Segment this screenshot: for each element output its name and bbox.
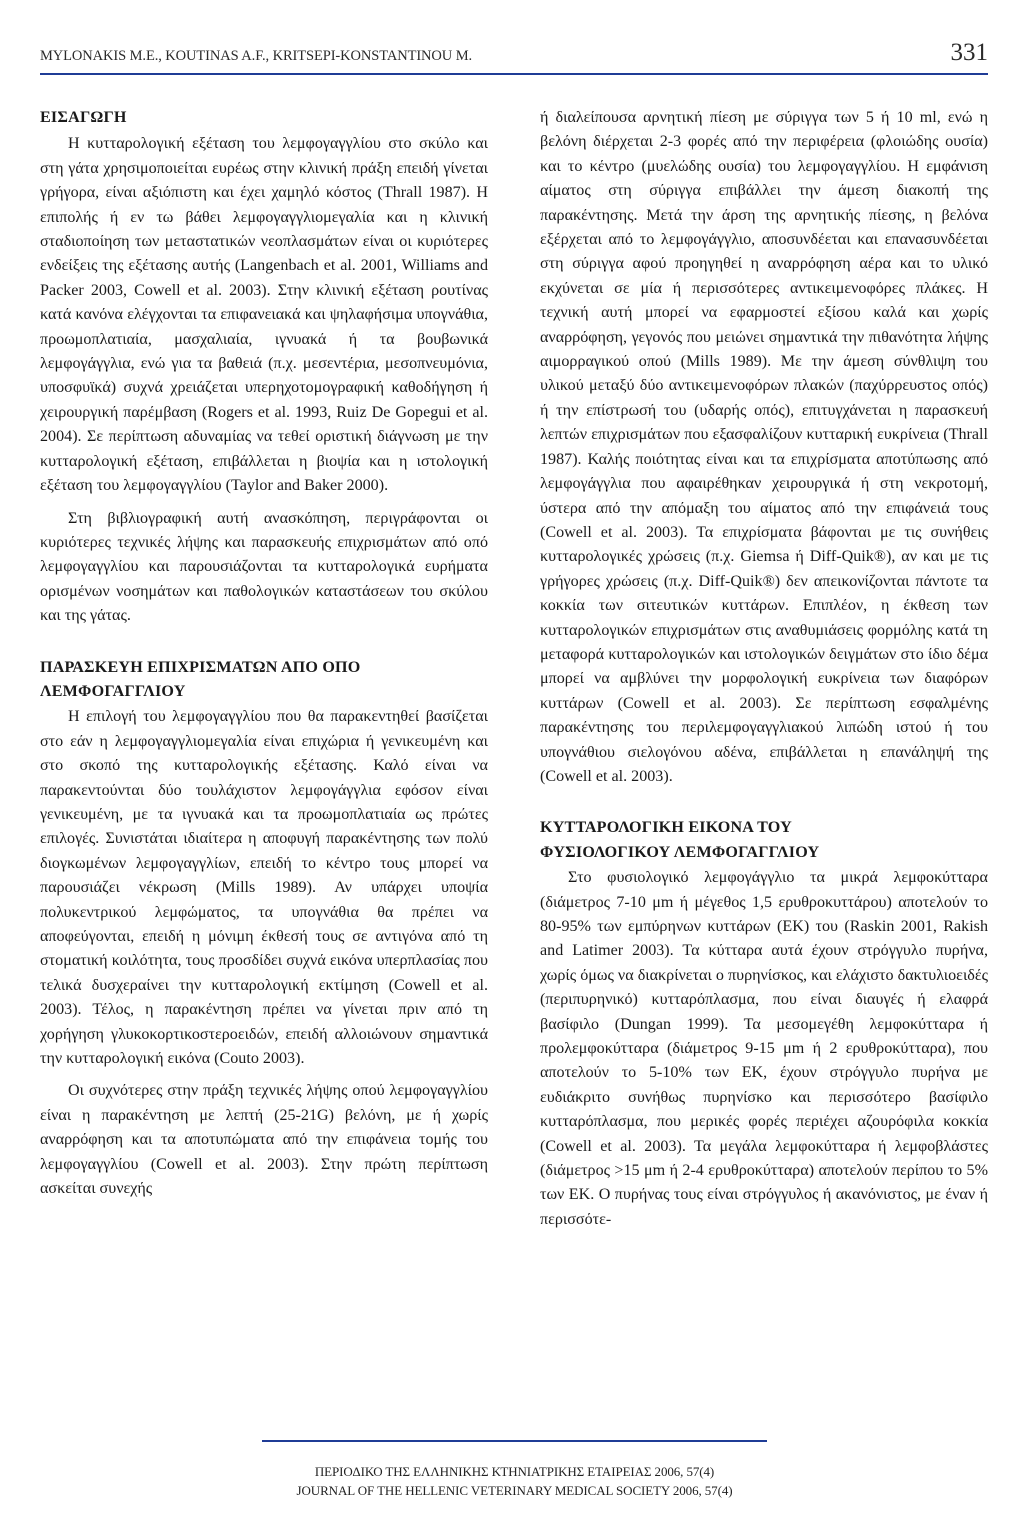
heading-line: ΦΥΣΙΟΛΟΓΙΚΟΥ ΛΕΜΦΟΓΑΓΓΛΙΟΥ [540,843,820,861]
heading-line: ΠΑΡΑΣΚΕΥΗ ΕΠΙΧΡΙΣΜΑΤΩΝ ΑΠΟ ΟΠΟ [40,658,361,676]
body-paragraph: Στη βιβλιογραφική αυτή ανασκόπηση, περιγράφονται οι κυριότερες τεχνικές λήψης και παρασκευής επιχρισμάτων από οπό λεμφογαγγλίου και παρουσιάζονται τα κυτταρολογικά ευρήματα ορισμένων νοσημάτων και παθολογικών καταστάσεων του σκύλου και της γάτας. [40,509,488,625]
section-heading-introduction: ΕΙΣΑΓΩΓΗ [40,109,127,126]
journal-footer [262,1440,767,1500]
body-paragraph: Η επιλογή του λεμφογαγγλίου που θα παρακεντηθεί βασίζεται στο εάν η λεμφογαγγλιομεγαλία είναι επιχώρια ή γενικευμένη και στο σκοπό της κυτταρολογικής εξέτασης. Καλό είναι να παρακεντούνται δύο τουλάχιστον λεμφογάγγλια εφόσον είναι γενικευμένη, με τα ιγνυακά και τα προωμοπλατιαία ως πρώτες επιλογές. Συνιστάται ιδιαίτερα η αποφυγή παρακέντησης των πολύ διογκωμένων λεμφογαγγλίων, επειδή το κέντρο τους μπορεί να παρουσιάζει νέκρωση (Mills 1989). Αν υπάρχει υποψία πολυκεντρικού λεμφώματος, τα υπογνάθια θα πρέπει να αποφεύγονται, επειδή η μόνιμη έκθεσή τους σε αντιγόνα από τη στοματική κοιλότητα, τους προσδίδει συχνά εικόνα υπερπλασίας που τελικά δυσχεραίνει την κυτταρολογική εκτίμηση (Cowell et al. 2003). Τέλος, η παρακέντηση πρέπει να γίνεται πριν από τη χορήγηση γλυκοκορτικοστεροειδών, επειδή αλλοιώνουν σημαντικά την κυτταρολογική εικόνα (Couto 2003). [40,708,488,1068]
body-paragraph: ή διαλείπουσα αρνητική πίεση με σύριγγα των 5 ή 10 ml, ενώ η βελόνη διέρχεται 2-3 φορές από την περιφέρεια (φλοιώδης ουσία) και το κέντρο (μυελώδης ουσία) του λεμφογαγγλίου. Η εμφάνιση αίματος στη σύριγγα επιβάλλει την άμεση διακοπή της παρακέντησης. Μετά την άρση της αρνητικής πίεσης, η βελόνα εξέρχεται από το λεμφογάγγλιο, αποσυνδέεται και επανασυνδέεται στη σύριγγα αφού προηγηθεί η αναρρόφηση αέρα και το υλικό εκχύνεται σε μία ή περισσότερες αντικειμενοφόρες πλάκες. Η τεχνική αυτή μπορεί να εφαρμοστεί εξίσου καλά και χωρίς αναρρόφηση, γεγονός που μειώνει σημαντικά την πιθανότητα λήψης αιμορραγικού οπού (Mills 1989). Με την άμεση σύνθλιψη του υλικού μεταξύ δύο αντικειμενοφόρων πλακών (παχύρρευστος οπός) ή την επίστρωσή του (υδαρής οπός), επιτυγχάνεται η παρασκευή λεπτών επιχρισμάτων που εξασφαλίζουν κυτταρική ευκρίνεια (Thrall 1987). Καλής ποιότητας είναι και τα επιχρίσματα αποτύπωσης από λεμφογάγγλια που αφαιρέθηκαν χειρουργικά ή στη νεκροτομή, ύστερα από την απόμαξη του αίματος από την επιφάνειά τους (Cowell et al. 2003). Τα επιχρίσματα βάφονται με τις συνήθεις κυτταρολογικές χρώσεις (π.χ. Giemsa ή Diff-Quik®), αν και με τις γρήγορες χρώσεις (π.χ. Diff-Quik®) δεν απεικονίζονται πάντοτε τα κοκκία των σιτευτικών κυττάρων. Επιπλέον, η έκθεση των κυτταρολογικών επιχρισμάτων στις αναθυμιάσεις φορμόλης κατά τη μεταφορά κυτταρολογικών και ιστολογικών δειγμάτων στο ίδιο δέμα μπορεί να αμβλύνει την μορφολογική ευκρίνεια των διαφόρων κυττάρων (Cowell et al. 2003). Σε περίπτωση εσφαλμένης παρακέντησης του περιλεμφογαγγλιακού λιπώδη ιστού ή του υπογνάθιου σιελογόνου αδένα, επιβάλλεται η επανάληψή της (Cowell et al. 2003). [540,109,988,785]
running-header [40,38,988,78]
body-paragraph: Η κυτταρολογική εξέταση του λεμφογαγγλίου στο σκύλο και στη γάτα χρησιμοποιείται ευρέως στην κλινική πράξη επειδή γίνεται γρήγορα, είναι αξιόπιστη και έχει χαμηλό κόστος (Thrall 1987). Η επιπολής ή εν τω βάθει λεμφογαγγλιομεγαλία και η κλινική σταδιοποίηση των μεταστατικών νεοπλασμάτων είναι οι κυριότερες ενδείξεις της εξέτασης αυτής (Langenbach et al. 2001, Williams and Packer 2003, Cowell et al. 2003). Στην κλινική εξέταση ρουτίνας κατά κανόνα ελέγχονται τα επιφανειακά και ψηλαφήσιμα υπογνάθια, προωμοπλατιαία, μασχαλιαία, ιγνυακά ή τα βουβωνικά λεμφογάγγλια, ενώ για τα βαθειά (π.χ. μεσεντέρια, μεσοπνευμόνια, υποσφυϊκά) συχνά χρειάζεται υπερηχοτομογραφική καθοδήγηση ή χειρουργική παρέμβαση (Rogers et al. 1993, Ruiz De Gopegui et al. 2004). Σε περίπτωση αδυναμίας να τεθεί οριστική διάγνωση με την κυτταρολογική εξέταση, επιβάλλεται η βιοψία και η ιστολογική εξέταση του λεμφογαγγλίου (Taylor and Baker 2000). [40,135,488,495]
footer-journal-english: JOURNAL OF THE HELLENIC VETERINARY MEDICAL SOCIETY 2006, 57(4) [296,1483,733,1498]
header-rule [40,73,988,75]
section-heading-smear-preparation [40,656,488,705]
heading-line: ΛΕΜΦΟΓΑΓΓΛΙΟΥ [40,682,186,700]
footer-journal-greek: ΠΕΡΙΟΔΙΚΟ ΤΗΣ ΕΛΛΗΝΙΚΗΣ ΚΤΗΝΙΑΤΡΙΚΗΣ ΕΤΑΙΡΕΙΑΣ 2006, 57(4) [314,1464,715,1479]
left-column [40,106,488,1201]
right-column [540,106,988,1232]
body-paragraph: Οι συχνότερες στην πράξη τεχνικές λήψης οπού λεμφογαγγλίου είναι η παρακέντηση με λεπτή (25-21G) βελόνη, με ή χωρίς αναρρόφηση και τα αποτυπώματα από την επιφάνεια τομής του λεμφογαγγλίου (Cowell et al. 2003). Στην πρώτη περίπτωση ασκείται συνεχής [40,1082,488,1198]
footer-rule [262,1440,767,1442]
body-paragraph: Στο φυσιολογικό λεμφογάγγλιο τα μικρά λεμφοκύτταρα (διάμετρος 7-10 μm ή μέγεθος 1,5 ερυθροκυττάρου) αποτελούν το 80-95% των εμπύρηνων κυττάρων (ΕΚ) του (Raskin 2001, Rakish and Latimer 2003). Τα κύτταρα αυτά έχουν στρόγγυλο πυρήνα, χωρίς όμως να διακρίνεται ο πυρηνίσκος, και ελάχιστο δακτυλιοειδές (περιπυρηνικό) κυτταρόπλασμα, που είναι διαυγές ή ελαφρά βασίφιλο (Dungan 1999). Τα μεσομεγέθη λεμφοκύτταρα ή προλεμφοκύτταρα (διάμετρος 9-15 μm ή 2 ερυθροκύτταρα), που αποτελούν το 5-10% των ΕΚ, έχουν στρόγγυλο πυρήνα με ευδιάκριτο συνήθως πυρηνίσκο και περισσότερο βασίφιλο κυτταρόπλασμα, που μερικές φορές περιέχει αζουρόφιλα κοκκία (Cowell et al. 2003). Τα μεγάλα λεμφοκύτταρα ή λεμφοβλάστες (διάμετρος >15 μm ή 2-4 ερυθροκύτταρα) αποτελούν περίπου το 5% των ΕΚ. Ο πυρήνας τους είναι στρόγγυλος ή ακανόνιστος, με έναν ή περισσότε- [540,869,988,1228]
heading-line: ΚΥΤΤΑΡΟΛΟΓΙΚΗ ΕΙΚΟΝΑ ΤΟΥ [540,819,792,837]
section-heading-normal-cytology [540,816,988,865]
page-number: 331 [950,39,988,66]
header-authors: MYLONAKIS M.E., KOUTINAS A.F., KRITSEPI-KONSTANTINOU M. [40,48,473,64]
